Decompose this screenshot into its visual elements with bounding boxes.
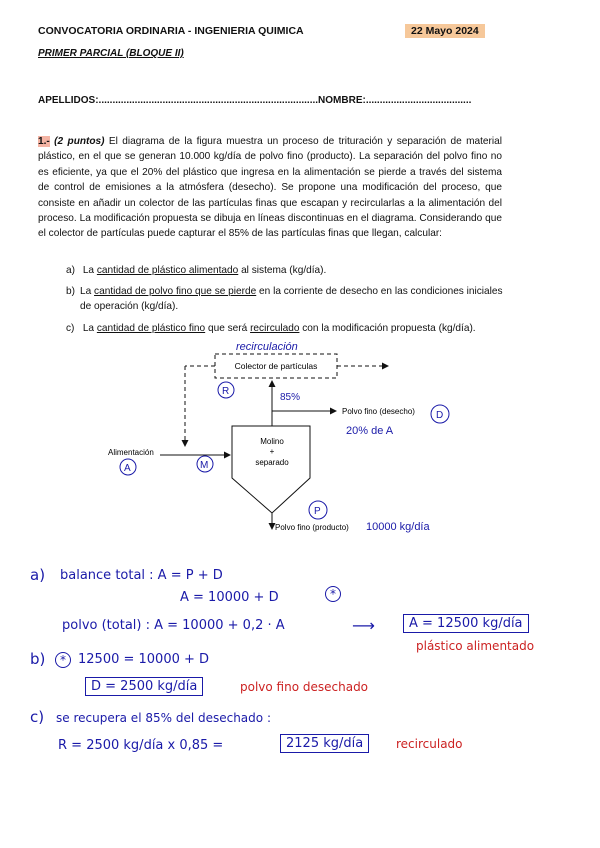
process-diagram [0, 338, 600, 548]
feed-label: Alimentación [108, 448, 154, 457]
waste-label: Polvo fino (desecho) [342, 407, 415, 416]
exam-date: 22 Mayo 2024 [405, 24, 485, 38]
question-number: 1.- [38, 136, 50, 147]
name-fields: APELLIDOS:...............................................................................NOMBRE:...................................... [38, 95, 472, 106]
sol-a-result: A = 12500 kg/día [403, 614, 529, 633]
hw-10000: 10000 kg/día [366, 521, 430, 533]
sol-a-note: plástico alimentado [416, 639, 535, 653]
product-label: Polvo fino (producto) [275, 523, 349, 532]
sol-c-label: c) [30, 708, 45, 726]
exam-subtitle: PRIMER PARCIAL (BLOQUE II) [38, 48, 184, 59]
hw-D: D [436, 410, 444, 421]
sol-b-line1: 12500 = 10000 + D [78, 652, 210, 667]
sol-a-star: * [325, 586, 341, 602]
mill-label-2: + [269, 447, 275, 456]
collector-label: Colector de partículas [234, 361, 318, 371]
question-points: (2 puntos) [54, 136, 105, 147]
hw-A: A [124, 463, 131, 474]
hw-85: 85% [280, 392, 301, 403]
sol-a-line1: balance total : A = P + D [60, 568, 223, 583]
sol-a-line2: A = 10000 + D [180, 590, 279, 605]
hw-P: P [314, 506, 321, 517]
item-c: c) La cantidad de plástico fino que será recirculado con la modificación propuesta (kg/día). [66, 323, 476, 334]
sol-a-arrow: ⟶ [352, 616, 375, 635]
sol-a-label: a) [30, 566, 46, 584]
mill-label-3: separado [255, 458, 289, 467]
hw-20-de-A: 20% de A [346, 425, 394, 437]
sol-b-note: polvo fino desechado [240, 680, 369, 694]
sol-c-line2: R = 2500 kg/día x 0,85 = [58, 738, 224, 753]
exam-title: CONVOCATORIA ORDINARIA - INGENIERIA QUIMICA [38, 25, 304, 37]
sol-c-note: recirculado [396, 737, 463, 751]
sol-c-result: 2125 kg/día [280, 734, 369, 753]
hw-M: M [200, 460, 209, 471]
item-a: a) La cantidad de plástico alimentado al sistema (kg/día). [66, 265, 327, 276]
question-text: El diagrama de la figura muestra un proceso de trituración y separación de material plástico, en el que se generan 10.000 kg/día de polvo fino (producto). La separación del polvo fino no es eficiente, ya que el 20% del plástico que ingresa en la alimentación se pierde a través del sistema de control de emisiones a la atmósfera (desecho). Se propone una modificación del proceso, que consiste en añadir un colector de las partículas finas que escapan y recircularlas a la alimentación del proceso. La modificación propuesta se dibuja en líneas discontinuas en el diagrama. Considerando que el colector de partículas puede capturar el 85% de las partículas finas que llegan, calcular: [38, 136, 502, 240]
question-statement [38, 134, 502, 242]
hw-R: R [222, 386, 230, 397]
sol-b-label: b) [30, 650, 46, 668]
sol-b-result: D = 2500 kg/día [85, 677, 203, 696]
item-b: b) La cantidad de polvo fino que se pierde en la corriente de desecho en las condiciones iniciales de operación (kg/día). [66, 286, 503, 312]
sol-a-line3: polvo (total) : A = 10000 + 0,2 · A [62, 618, 285, 633]
hw-recirculacion: recirculación [236, 341, 298, 353]
sol-b-star: * [55, 652, 71, 668]
mill-label-1: Molino [260, 437, 284, 446]
sol-c-line1: se recupera el 85% del desechado : [56, 711, 271, 725]
